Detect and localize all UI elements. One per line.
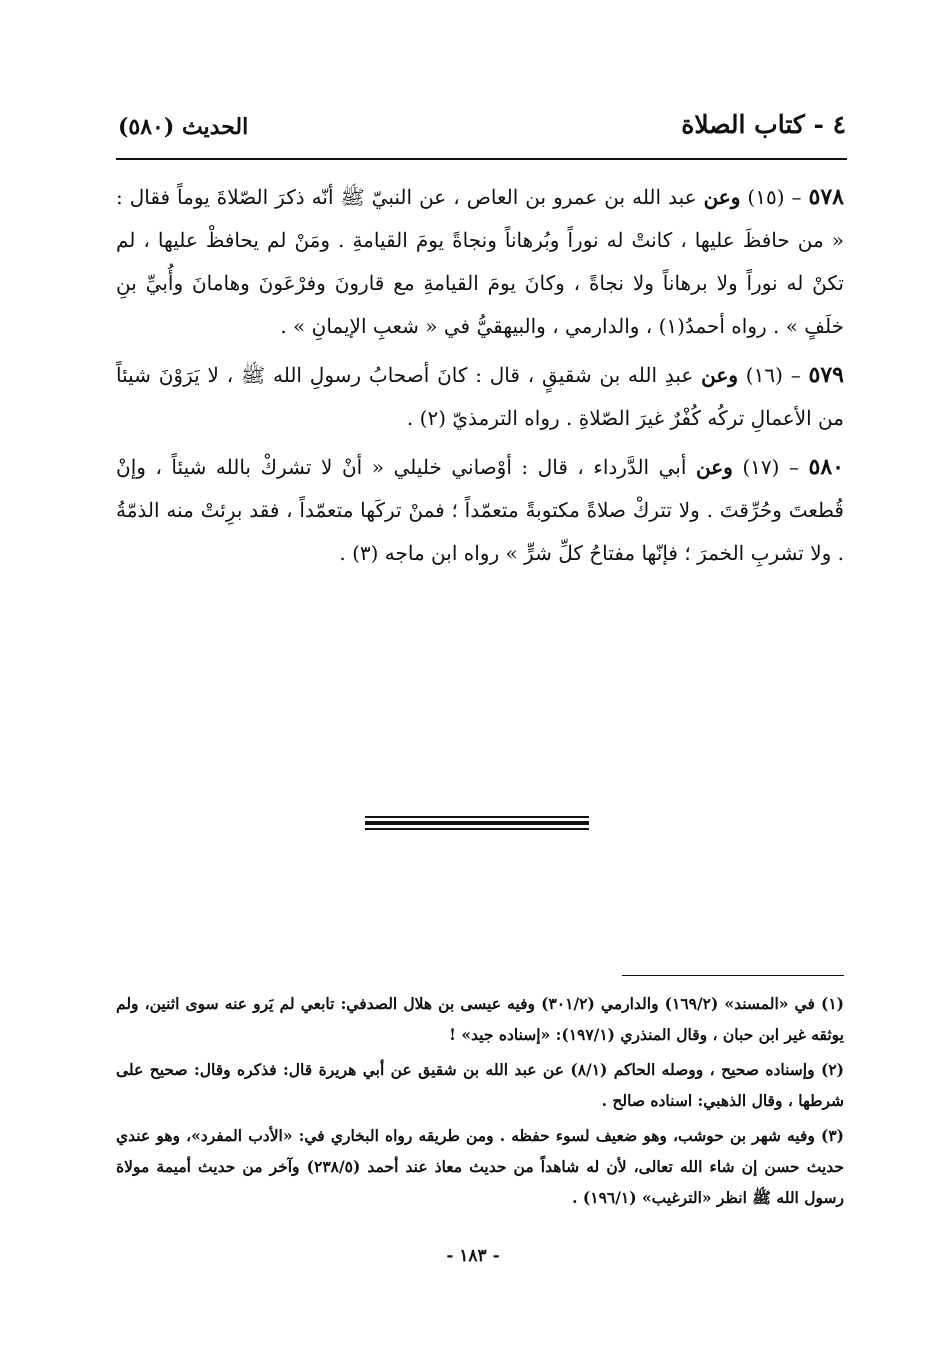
header-rule bbox=[116, 158, 847, 160]
footnote-1: (١) في «المسند» (١٦٩/٢) والدارمي (٣٠١/٢) وفيه عيسى بن هلال الصدفي: تابعي لم يَرو عنه سوى اثنين، ولم يوثقه غير ابن حبان ، وقال المنذري (١٩٧/١): «إسناده جيد» ! bbox=[116, 994, 844, 1044]
main-text bbox=[116, 176, 844, 581]
page-number: - ١٨٣ - bbox=[446, 1246, 500, 1266]
hadith-from: وعن bbox=[703, 185, 741, 209]
hadith-subnumber: – (١٧) bbox=[732, 455, 809, 479]
hadith-text: عبد الله بن عمرو بن العاص ، عن النبيّ ﷺ أنّه ذكرَ الصّلاةَ يوماً فقال : « من حافظَ عليها ، كانتْ له نوراً وبُرهاناً ونجاةً يومَ القيامةِ . ومَنْ لم يحافظْ عليها ، لم تكنْ له نوراً ولا برهاناً ولا نجاةً ، وكانَ يومَ القيامةِ مع قارونَ وفرْعَونَ وهامانَ وأُبيِّ بنِ خلَفٍ » . رواه أحمدُ(١) ، والدارمي ، والبيهقيُّ في « شعبِ الإيمانِ » . bbox=[116, 185, 844, 338]
hadith-579 bbox=[116, 354, 844, 440]
hadith-from: وعن bbox=[701, 363, 738, 387]
hadith-number: ٥٧٨ bbox=[808, 184, 844, 210]
footnote-3: (٣) وفيه شهر بن حوشب، وهو ضعيف لسوء حفظه . ومن طريقه رواه البخاري في: «الأدب المفرد»، وهو عندي حديث حسن إن شاء الله تعالى، لأن له شاهداً من حديث معاذ عند أحمد (٢٣٨/٥) وآخر من حديث أميمة مولاة رسول الله ﷺ انظر «الترغيب» (١٩٦/١) . bbox=[116, 1126, 845, 1207]
footnote-rule bbox=[622, 975, 844, 976]
hadith-number: ٥٨٠ bbox=[808, 454, 844, 480]
hadith-580 bbox=[116, 446, 844, 575]
hadith-range: الحديث (٥٨٠) bbox=[118, 114, 249, 140]
hadith-subnumber: – (١٦) bbox=[737, 363, 809, 387]
page-header bbox=[118, 104, 846, 156]
hadith-text: عبدِ الله بن شقيقٍ ، قال : كانَ أصحابُ رسولِ الله ﷺ ، لا يَرَوْنَ شيئاً من الأعمالِ تركُه كُفْرٌ غيرَ الصّلاةِ . رواه الترمذيّ (٢) . bbox=[116, 363, 844, 430]
hadith-number: ٥٧٩ bbox=[808, 362, 844, 388]
footnotes bbox=[116, 988, 844, 1217]
footnote-2: (٢) وإسناده صحيح ، ووصله الحاكم (٨/١) عن عبد الله بن شقيق عن أبي هريرة قال: فذكره وقال: صحيح على شرطها ، وقال الذهبي: اسناده صالح . bbox=[116, 1060, 845, 1110]
section-divider bbox=[365, 816, 589, 830]
hadith-subnumber: – (١٥) bbox=[740, 185, 809, 209]
chapter-title: ٤ - كتاب الصلاة bbox=[681, 110, 846, 139]
hadith-from: وعن bbox=[695, 455, 733, 479]
hadith-578 bbox=[116, 176, 844, 348]
hadith-text: أبي الدَّرداء ، قال : أوْصاني خليلي « أنْ لا تشركْ بالله شيئاً ، وإنْ قُطعتَ وحُرِّقتَ . ولا تتركْ صلاةً مكتوبةً متعمّداً ؛ فمنْ تركَها متعمّداً ، فقد برِئتْ منه الذمّةُ . ولا تشربِ الخمرَ ؛ فإنّها مفتاحُ كلِّ شرٍّ » رواه ابن ماجه (٣) . bbox=[116, 455, 844, 565]
